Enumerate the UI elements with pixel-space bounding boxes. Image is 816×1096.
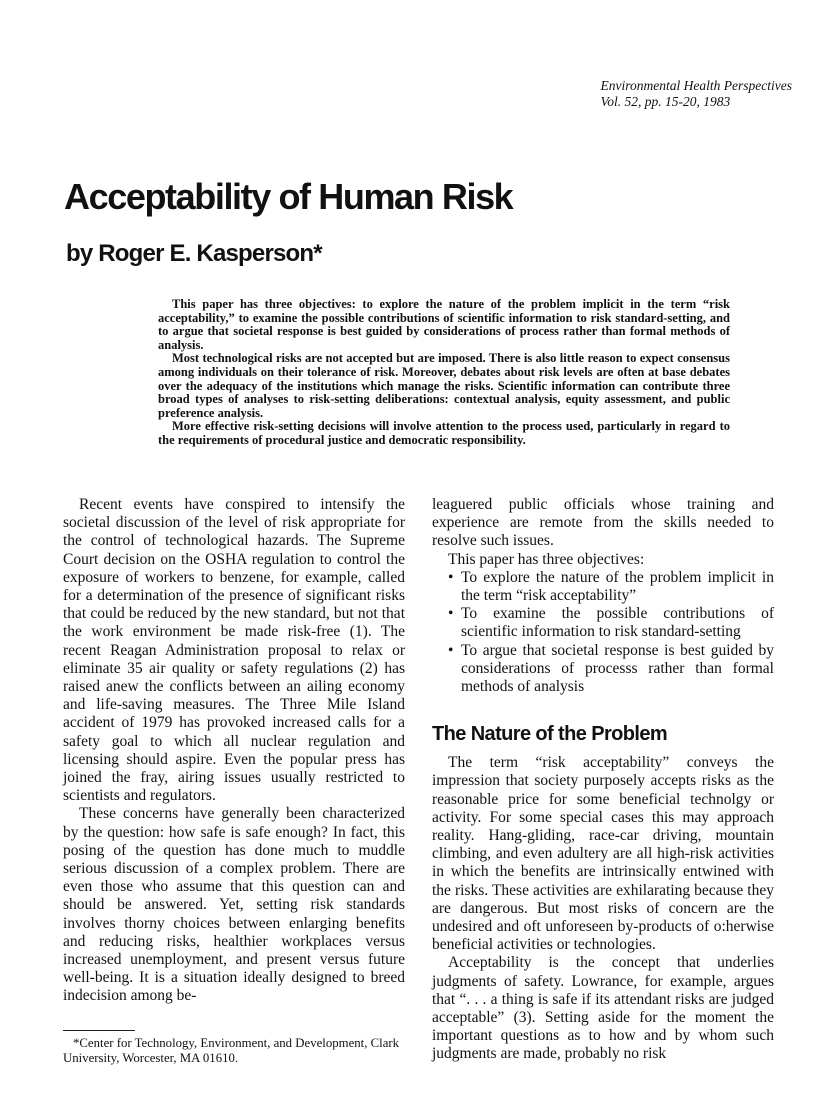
list-item: • To argue that societal response is best guided by considerations of processs rather than formal methods of analysis bbox=[448, 642, 774, 697]
body-paragraph: Recent events have conspired to intensify the societal discussion of the level of risk appropriate for the control of technological hazards. The Supreme Court decision on the OSHA regulation to control the exposure of workers to benzene, for example, called for a determination of the presence of significant risks that could be reduced by the new standard, but not that the work environment be made risk-free (1). The recent Reagan Administration proposal to relax or eliminate 35 air quality or safety regulations (2) has raised anew the conflicts between an ailing economy and life-saving measures. The Three Mile Island accident of 1979 has provoked increased calls for a safety goal to which all nuclear regulation and licensing should aspire. Even the popular press has joined the fray, airing issues usually restricted to scientists and regulators. bbox=[63, 496, 405, 805]
list-item: • To explore the nature of the problem implicit in the term “risk acceptability” bbox=[448, 569, 774, 605]
author-byline: by Roger E. Kasperson* bbox=[66, 240, 322, 267]
abstract-paragraph: More effective risk-setting decisions will involve attention to the process used, particularly in regard to the requirements of procedural justice and democratic responsibility. bbox=[158, 419, 730, 447]
abstract-paragraph: This paper has three objectives: to explore the nature of the problem implicit in the term “risk acceptability,” to examine the possible contributions of scientific information to risk standard-setting, and to argue that societal response is best guided by considerations of process rather than formal methods of analysis. bbox=[158, 297, 730, 352]
body-paragraph: The term “risk acceptability” conveys the impression that society purposely accepts risks as the reasonable price for some beneficial technolgy or activity. For some special cases this may approach reality. Hang-gliding, race-car driving, mountain climbing, and even adultery are all high-risk activities in which the benefits are intrinsically entwined with the risks. These activities are exhilarating because they are dangerous. But most risks of concern are the undesired and oft unforeseen by-products of o:herwise beneficial activities or technologies. bbox=[432, 754, 774, 954]
list-item: • To examine the possible contributions of scientific information to risk standard-setting bbox=[448, 605, 774, 641]
footnote-divider bbox=[63, 1030, 135, 1031]
section-heading: The Nature of the Problem bbox=[432, 723, 668, 746]
objectives-list bbox=[432, 569, 774, 696]
abstract-paragraph: Most technological risks are not accepted but are imposed. There is also little reason to expect consensus among individuals on their tolerance of risk. Moreover, debates about risk levels are often at base debates over the adequacy of the institutions which manage the risks. Scientific information can contribute three broad types of analyses to risk-setting deliberations: contextual analysis, equity assessment, and public preference analysis. bbox=[158, 351, 730, 420]
journal-volume: Vol. 52, pp. 15-20, 1983 bbox=[600, 94, 731, 109]
journal-name: Environmental Health Perspectives bbox=[600, 78, 792, 93]
body-paragraph: These concerns have generally been characterized by the question: how safe is safe enough? In fact, this posing of the question has done much to muddle serious discussion of a complex problem. There are even those who assume that this question can and should be answered. Yet, setting risk standards involves thorny choices between enlarging benefits and reducing risks, healthier workplaces versus increased unemployment, and present versus future well-being. It is a situation ideally designed to breed indecision among be- bbox=[63, 805, 405, 1005]
paper-title: Acceptability of Human Risk bbox=[64, 176, 513, 217]
footnote bbox=[63, 1036, 407, 1066]
body-paragraph: Acceptability is the concept that underlies judgments of safety. Lowrance, for example, argues that “. . . a thing is safe if its attendant risks are judged acceptable” (3). Setting aside for the moment the important questions as to how and by whom such judgments are made, probably no risk bbox=[432, 954, 774, 1063]
journal-citation bbox=[601, 78, 792, 110]
objectives-intro: This paper has three objectives: bbox=[448, 550, 645, 568]
continued-paragraph: leaguered public officials whose training and experience are remote from the skills needed to resolve such issues. bbox=[432, 496, 774, 550]
right-column bbox=[432, 496, 774, 1064]
footnote-text: *Center for Technology, Environment, and Development, Clark University, Worcester, MA 01610. bbox=[63, 1036, 400, 1065]
left-column bbox=[63, 496, 405, 1006]
abstract bbox=[158, 298, 730, 448]
